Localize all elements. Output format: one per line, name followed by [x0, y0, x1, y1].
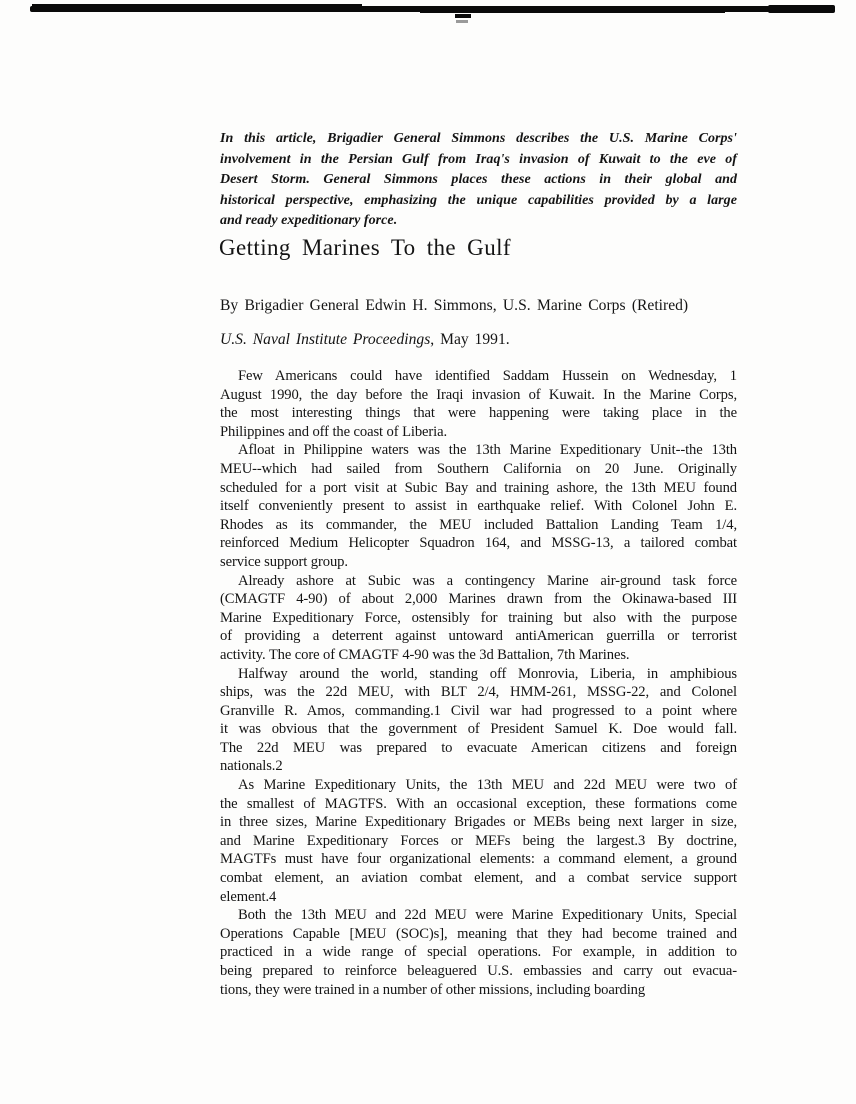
text-line: practiced in a wide range of special operations. For example, in addition to	[220, 944, 737, 961]
scan-bar-segment	[768, 5, 835, 13]
text-line: being prepared to reinforce beleaguered U.S. embassies and carry out evacua-	[220, 963, 737, 979]
body-paragraph	[220, 572, 737, 665]
text-line: Operations Capable [MEU (SOC)s], meaning that they had become trained and	[220, 925, 737, 942]
text-line: MEU--which had sailed from Southern California on 20 June. Originally	[220, 460, 737, 477]
body-paragraph	[220, 776, 737, 906]
intro-line: Desert Storm. General Simmons places these actions in their global and	[220, 172, 737, 187]
article-title: Getting Marines To the Gulf	[219, 235, 511, 260]
text-line: Halfway around the world, standing off Monrovia, Liberia, in amphibious	[238, 665, 737, 682]
text-line: (CMAGTF 4-90) of about 2,000 Marines drawn from the Okinawa-based III	[220, 591, 737, 608]
text-line: in three sizes, Marine Expeditionary Brigades or MEBs being next larger in size,	[220, 814, 737, 831]
text-line: As Marine Expeditionary Units, the 13th MEU and 22d MEU were two of	[238, 777, 737, 794]
text-line: tions, they were trained in a number of other missions, including boarding	[220, 981, 646, 998]
scan-bar-segment	[420, 10, 725, 13]
scan-bar-speck	[456, 20, 468, 23]
byline: By Brigadier General Edwin H. Simmons, U.S. Marine Corps (Retired)	[220, 297, 689, 314]
text-line: itself conveniently present to assist in earthquake relief. With Colonel John E.	[220, 498, 737, 515]
publication-name: U.S. Naval Institute Proceedings	[220, 331, 431, 348]
text-line: MAGTFs must have four organizational elements: a command element, a ground	[220, 851, 737, 868]
text-line: combat element, an aviation combat element, and a combat service support	[220, 870, 737, 887]
text-line: nationals.2	[220, 758, 283, 775]
text-line: Marine Expeditionary Force, ostensibly for training but also with the purpose	[220, 609, 737, 626]
body-paragraph	[220, 441, 737, 571]
text-line: Philippines and off the coast of Liberia.	[220, 423, 448, 440]
text-line: the most interesting things that were happening were taking place in the	[220, 405, 737, 422]
text-line: Already ashore at Subic was a contingency Marine air-ground task force	[238, 572, 737, 589]
text-line: it was obvious that the government of President Samuel K. Doe would fall.	[220, 721, 737, 738]
body-paragraph	[220, 367, 737, 441]
text-line: Both the 13th MEU and 22d MEU were Marine Expeditionary Units, Special	[238, 907, 737, 924]
text-line: August 1990, the day before the Iraqi invasion of Kuwait. In the Marine Corps,	[220, 386, 737, 403]
text-line: ships, was the 22d MEU, with BLT 2/4, HMM-261, MSSG-22, and Colonel	[220, 684, 737, 701]
text-line: scheduled for a port visit at Subic Bay and training ashore, the 13th MEU found	[220, 479, 737, 496]
text-line: and Marine Expeditionary Forces or MEFs being the largest.3 By doctrine,	[220, 832, 737, 849]
intro-line: In this article, Brigadier General Simmons describes the U.S. Marine Corps'	[220, 131, 737, 146]
text-line: Granville R. Amos, commanding.1 Civil war had progressed to a point where	[220, 702, 737, 719]
publication-date: , May 1991.	[430, 331, 510, 348]
body-paragraph	[220, 665, 737, 777]
intro-abstract	[220, 129, 737, 232]
text-line: reinforced Medium Helicopter Squadron 164, and MSSG-13, a tailored combat	[220, 535, 737, 552]
scan-bar-segment	[455, 14, 471, 18]
text-line: element.4	[220, 888, 277, 905]
text-line: of providing a deterrent against untoward antiAmerican guerrilla or terrorist	[220, 628, 737, 645]
intro-line: involvement in the Persian Gulf from Iraq's invasion of Kuwait to the eve of	[220, 151, 737, 167]
text-line: The 22d MEU was prepared to evacuate American citizens and foreign	[220, 739, 737, 756]
text-line: activity. The core of CMAGTF 4-90 was the 3d Battalion, 7th Marines.	[220, 646, 630, 663]
text-line: service support group.	[220, 553, 348, 570]
article-body	[220, 367, 737, 999]
text-line: Afloat in Philippine waters was the 13th Marine Expeditionary Unit--the 13th	[238, 442, 737, 459]
intro-line: and ready expeditionary force.	[220, 213, 398, 228]
text-line: the smallest of MAGTFS. With an occasional exception, these formations come	[220, 795, 737, 812]
intro-line: historical perspective, emphasizing the unique capabilities provided by a large	[220, 192, 737, 208]
text-line: Few Americans could have identified Saddam Hussein on Wednesday, 1	[238, 368, 737, 384]
body-paragraph	[220, 906, 737, 999]
text-line: Rhodes as its commander, the MEU included Battalion Landing Team 1/4,	[220, 516, 737, 533]
source-line	[220, 331, 510, 349]
scan-bar-segment	[32, 4, 362, 8]
